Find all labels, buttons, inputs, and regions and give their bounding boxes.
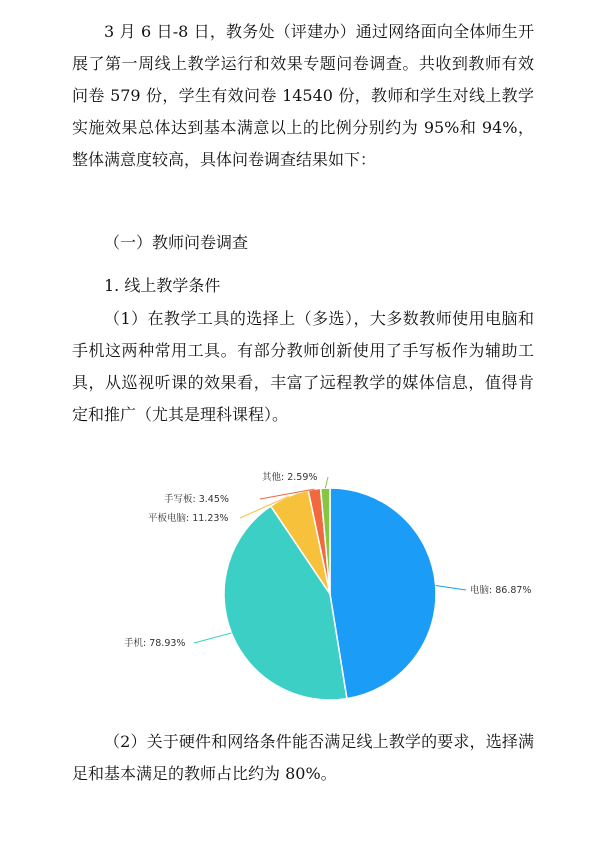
pie-label-phone: 手机: 78.93% — [124, 638, 186, 649]
pie-slice-computer — [330, 488, 436, 699]
leader-line-other — [325, 477, 328, 488]
pie-label-drawing-pad: 手写板: 3.45% — [164, 494, 229, 505]
pie-label-tablet: 平板电脑: 11.23% — [148, 513, 229, 524]
pie-slices — [224, 488, 436, 700]
leader-line-phone — [194, 633, 231, 643]
pie-label-other: 其他: 2.59% — [262, 472, 318, 483]
section-heading: （一）教师问卷调查 — [104, 233, 249, 252]
tools-paragraph: （1）在教学工具的选择上（多选），大多数教师使用电脑和手机这两种常用工具。有部分教师创新使用了手写板作为辅助工具，从巡视听课的效果看，丰富了远程教学的媒体信息，值得肯定和推广（尤其是理科课程）。 — [72, 309, 534, 424]
subsection-heading: 1. 线上教学条件 — [104, 276, 221, 295]
intro-paragraph: 3 月 6 日-8 日，教务处（评建办）通过网络面向全体师生开展了第一周线上教学运行和效果专题问卷调查。共收到教师有效问卷 579 份，学生有效问卷 14540 份，教师和学生对线上教学实施效果总体达到基本满意以上的比例分别约为 95%和 94%，整体满意度较高，具体问卷调查结果如下： — [72, 22, 534, 169]
network-paragraph: （2）关于硬件和网络条件能否满足线上教学的要求，选择满足和基本满足的教师占比约为 80%。 — [72, 732, 534, 783]
teaching-tools-pie-chart — [0, 456, 602, 716]
pie-label-computer: 电脑: 86.87% — [470, 585, 532, 596]
leader-line-computer — [436, 586, 466, 590]
